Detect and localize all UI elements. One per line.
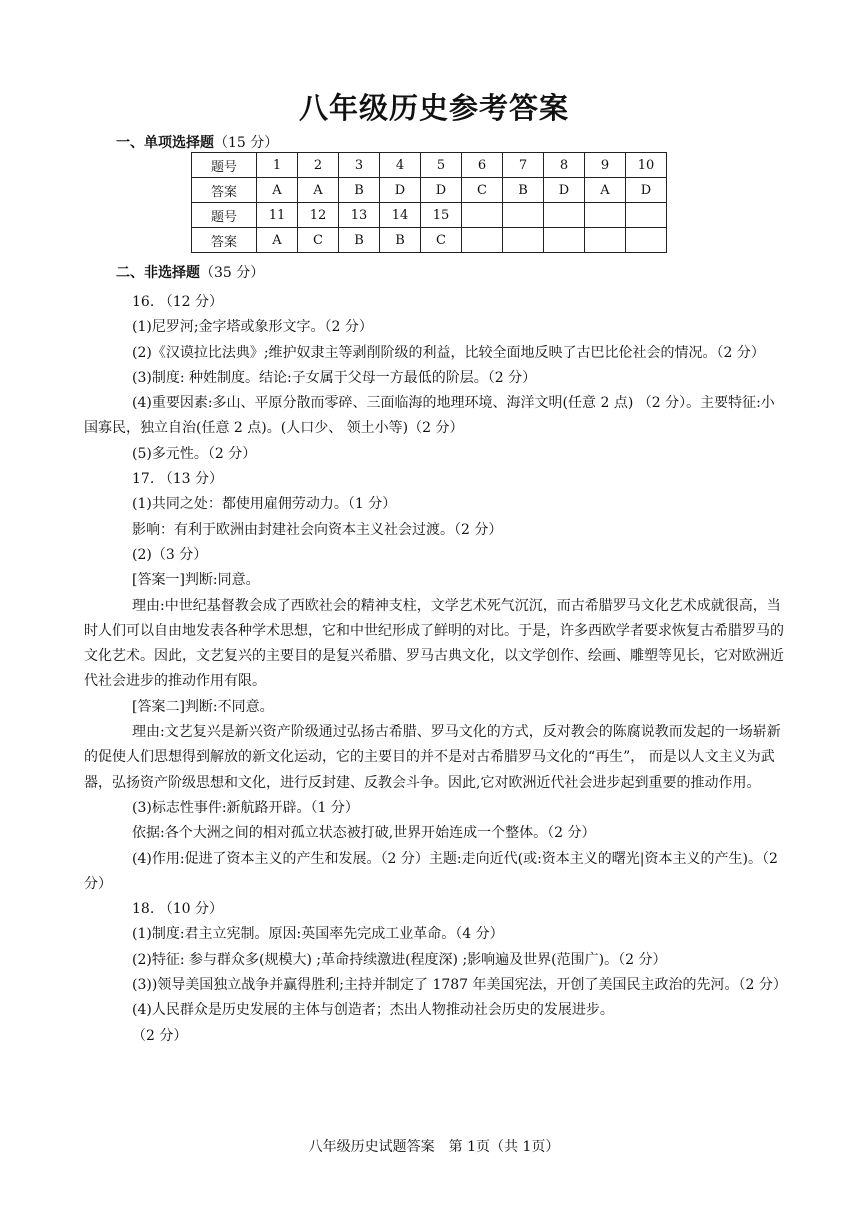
- table-cell: D: [380, 178, 421, 203]
- table-cell: 9: [585, 153, 626, 178]
- table-cell: B: [339, 228, 380, 253]
- answer-table: [191, 152, 667, 253]
- answer-line: (2)特征: 参与群众多(规模大) ;革命持续激进(程度深) ;影响遍及世界(范围广)。（2 分）: [132, 951, 667, 968]
- table-row: [192, 228, 667, 253]
- table-cell: [585, 203, 626, 228]
- table-cell: [585, 228, 626, 253]
- table-cell: 5: [421, 153, 462, 178]
- table-cell: C: [421, 228, 462, 253]
- table-cell: 1: [257, 153, 298, 178]
- table-cell: [503, 228, 544, 253]
- table-cell: A: [257, 228, 298, 253]
- answer-line: (3))领导美国独立战争并赢得胜利;主持并制定了 1787 年美国宪法，开创了美国民主政治的先河。（2 分）: [132, 977, 787, 994]
- answer-line: 依据:各个大洲之间的相对孤立状态被打破,世界开始连成一个整体。（2 分）: [132, 825, 596, 842]
- table-cell: A: [298, 178, 339, 203]
- answer-line: (3)制度: 种姓制度。结论:子女属于父母一方最低的阶层。（2 分）: [132, 369, 537, 386]
- table-cell: A: [585, 178, 626, 203]
- answer-line: (2)《汉谟拉比法典》;维护奴隶主等剥削阶级的利益，比较全面地反映了古巴比伦社会的情况。（2 分）: [132, 344, 765, 361]
- question-heading: 16. （12 分）: [132, 294, 223, 310]
- table-cell: B: [380, 228, 421, 253]
- answer-line: (1)制度:君主立宪制。原因:英国率先完成工业革命。（4 分）: [132, 926, 504, 943]
- section-2-label: 二、非选择题: [116, 265, 200, 281]
- table-cell: 12: [298, 203, 339, 228]
- answer-paragraph: 理由:文艺复兴是新兴资产阶级通过弘扬古希腊、罗马文化的方式，反对教会的陈腐说教而发起的一场崭新的促使人们思想得到解放的新文化运动，它的主要目的并不是对古希腊罗马文化的“再生”， 而是以人文主义为武器，弘扬资产阶级思想和文化，进行反封建、反教会斗争。因此,它对欧洲近代社会进步起到重要的推动作用。: [84, 724, 781, 791]
- section-1-heading: [116, 132, 278, 152]
- page-title: 八年级历史参考答案: [298, 91, 569, 125]
- table-cell: [544, 203, 585, 228]
- table-cell: 答案: [192, 178, 257, 203]
- table-cell: 11: [257, 203, 298, 228]
- answer-line: 影响：有利于欧洲由封建社会向资本主义社会过渡。（2 分）: [132, 521, 503, 538]
- table-cell: 题号: [192, 203, 257, 228]
- table-cell: 4: [380, 153, 421, 178]
- question-heading: 17. （13 分）: [132, 471, 223, 488]
- table-cell: [503, 203, 544, 228]
- section-1-label: 一、单项选择题: [116, 135, 214, 151]
- answer-line: (4)作用:促进了资本主义的产生和发展。（2 分）主题:走向近代(或:资本主义的曙光|资本主义的产生)。（2 分）: [84, 850, 778, 892]
- section-2-heading: [116, 262, 264, 282]
- answer-body: [84, 290, 786, 1049]
- table-cell: 7: [503, 153, 544, 178]
- page-footer: 八年级历史试题答案 第 1页（共 1页）: [308, 1139, 560, 1155]
- table-cell: 8: [544, 153, 585, 178]
- table-cell: [462, 203, 503, 228]
- table-cell: [544, 228, 585, 253]
- table-cell: B: [339, 178, 380, 203]
- table-cell: 题号: [192, 153, 257, 178]
- table-cell: A: [257, 178, 298, 203]
- table-cell: 3: [339, 153, 380, 178]
- table-cell: 10: [626, 153, 667, 178]
- answer-line: （2 分）: [132, 1027, 188, 1044]
- answer-line: (3)标志性事件:新航路开辟。（1 分）: [132, 799, 359, 816]
- answer-line: (4)重要因素:多山、平原分散而零碎、三面临海的地理环境、海洋文明(任意 2 点) （2 分）。主要特征:小国寡民，独立自治(任意 2 点)。(人口少、 领土小等)（2 分）: [84, 395, 775, 437]
- table-row: [192, 153, 667, 178]
- table-cell: D: [626, 178, 667, 203]
- table-cell: [462, 228, 503, 253]
- table-cell: 14: [380, 203, 421, 228]
- table-cell: D: [544, 178, 585, 203]
- table-cell: C: [298, 228, 339, 253]
- answer-line: (2)（3 分）: [132, 546, 208, 563]
- answer-line: (1)尼罗河;金字塔或象形文字。（2 分）: [132, 319, 373, 336]
- table-cell: 6: [462, 153, 503, 178]
- table-cell: [626, 228, 667, 253]
- answer-line: (4)人民群众是历史发展的主体与创造者；杰出人物推动社会历史的发展进步。: [132, 1002, 614, 1019]
- table-row: [192, 178, 667, 203]
- table-row: [192, 203, 667, 228]
- answer-paragraph: 理由:中世纪基督教会成了西欧社会的精神支柱，文学艺术死气沉沉，而古希腊罗马文化艺术成就很高，当时人们可以自由地发表各种学术思想，它和中世纪形成了鲜明的对比。于是，许多西欧学者要求恢复古希腊罗马的文化艺术。因此，文艺复兴的主要目的是复兴希腊、罗马古典文化，以文学创作、绘画、雕塑等见长，它对欧洲近代社会进步的推动作用有限。: [84, 597, 784, 690]
- table-cell: 答案: [192, 228, 257, 253]
- answer-line: (1)共同之处：都使用雇佣劳动力。（1 分）: [132, 496, 397, 513]
- answer-line: [答案二]判断:不同意。: [132, 698, 274, 715]
- table-cell: 13: [339, 203, 380, 228]
- table-cell: D: [421, 178, 462, 203]
- section-2-score: （35 分）: [200, 265, 265, 281]
- answer-line: (5)多元性。（2 分）: [132, 445, 257, 462]
- table-cell: B: [503, 178, 544, 203]
- table-cell: 2: [298, 153, 339, 178]
- question-heading: 18. （10 分）: [132, 901, 223, 918]
- table-cell: 15: [421, 203, 462, 228]
- table-cell: [626, 203, 667, 228]
- answer-line: [答案一]判断:同意。: [132, 572, 260, 589]
- section-1-score: （15 分）: [214, 135, 279, 151]
- table-cell: C: [462, 178, 503, 203]
